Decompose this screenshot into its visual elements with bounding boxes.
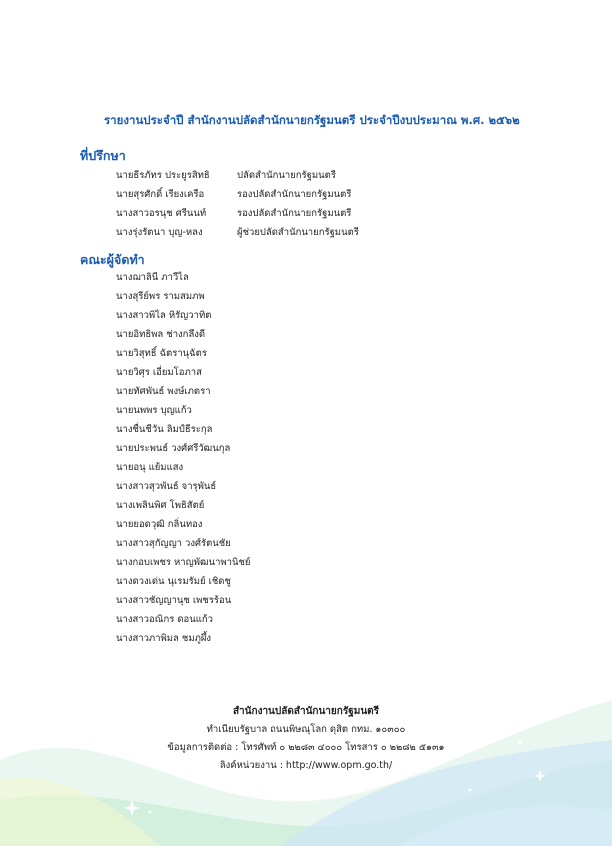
advisor-row: [116, 168, 336, 183]
staff-member: นายวิสุทธิ์ ฉัตรานุฉัตร: [116, 348, 207, 359]
staff-member: นางชื่นชีวัน ลิมป์ธีระกุล: [116, 424, 213, 435]
staff-member: นายประพนธ์ วงศ์ศรีวัฒนกุล: [116, 443, 231, 454]
staff-member: นางเพลินพิศ โพธิสัตย์: [116, 500, 205, 511]
footer-website-link[interactable]: ลิงค์หน่วยงาน : http://www.opm.go.th/: [219, 760, 393, 771]
staff-member: นางสาวพิไล หิรัญวาทิต: [116, 310, 212, 321]
advisor-position: รองปลัดสำนักนายกรัฐมนตรี: [237, 189, 352, 200]
staff-member: นายยอดวุฒิ กลิ่นทอง: [116, 519, 203, 530]
staff-member: นายอิทธิพล ช่างกลึงดี: [116, 329, 206, 340]
footer-org-name: สำนักงานปลัดสำนักนายกรัฐมนตรี: [232, 706, 380, 717]
staff-member: นางสาวภาพิมล ชมภูผึ้ง: [116, 633, 212, 644]
staff-heading: คณะผู้จัดทำ: [80, 252, 145, 267]
staff-member: นางสาวสุกัญญา วงศ์รัตนชัย: [116, 538, 231, 549]
advisor-row: [116, 206, 351, 221]
advisor-name: นางสาวอรนุช ศรีนนท์: [116, 208, 207, 219]
advisor-name: นายสุรศักดิ์ เรียงเครือ: [116, 189, 205, 200]
advisor-position: รองปลัดสำนักนายกรัฐมนตรี: [237, 208, 352, 219]
staff-member: นางดวงเด่น นุเรมรัมย์ เชิดชู: [116, 576, 231, 587]
advisor-position: ผู้ช่วยปลัดสำนักนายกรัฐมนตรี: [237, 227, 359, 238]
advisors-heading: ที่ปรึกษา: [80, 148, 126, 163]
staff-member: นายนพพร บุญแก้ว: [116, 405, 192, 416]
footer-contact: ข้อมูลการติดต่อ : โทรศัพท์ ๐ ๒๒๘๓ ๔๐๐๐ โทรสาร ๐ ๒๒๘๒ ๕๑๓๑: [167, 742, 445, 753]
advisor-name: นายธีรภัทร ประยูรสิทธิ: [116, 170, 210, 181]
staff-list: [116, 268, 251, 648]
advisor-row: [116, 225, 359, 240]
staff-member: นางสาวอณิกร ดอนแก้ว: [116, 614, 213, 625]
staff-member: นายทัศพันธ์ พงษ์เภตรา: [116, 386, 211, 397]
staff-member: นางสาวชัญญานุช เพชรร้อน: [116, 595, 232, 606]
advisor-row: [116, 187, 351, 202]
report-title: รายงานประจำปี สำนักงานปลัดสำนักนายกรัฐมนตรี ประจำปีงบประมาณ พ.ศ. ๒๕๖๒: [104, 113, 520, 127]
staff-member: นางสุรีย์พร รามสมภพ: [116, 291, 205, 302]
advisor-position: ปลัดสำนักนายกรัฐมนตรี: [237, 170, 336, 181]
staff-member: นางกอบเพชร หาญพัฒนาพานิชย์: [116, 557, 251, 568]
advisor-name: นางรุ่งรัตนา บุญ-หลง: [116, 227, 203, 238]
staff-member: นางฌาลินี ภาวีไล: [116, 272, 189, 283]
staff-member: นางสาวสุวพันธ์ จารุพันธ์: [116, 481, 217, 492]
staff-member: นายอนุ แย้มแสง: [116, 462, 184, 473]
footer-address: ทำเนียบรัฐบาล ถนนพิษณุโลก ดุสิต กทม. ๑๐๓๐๐: [206, 724, 406, 735]
footer: [0, 703, 612, 775]
staff-member: นายวิศุร เอี่ยมโอภาส: [116, 367, 202, 378]
